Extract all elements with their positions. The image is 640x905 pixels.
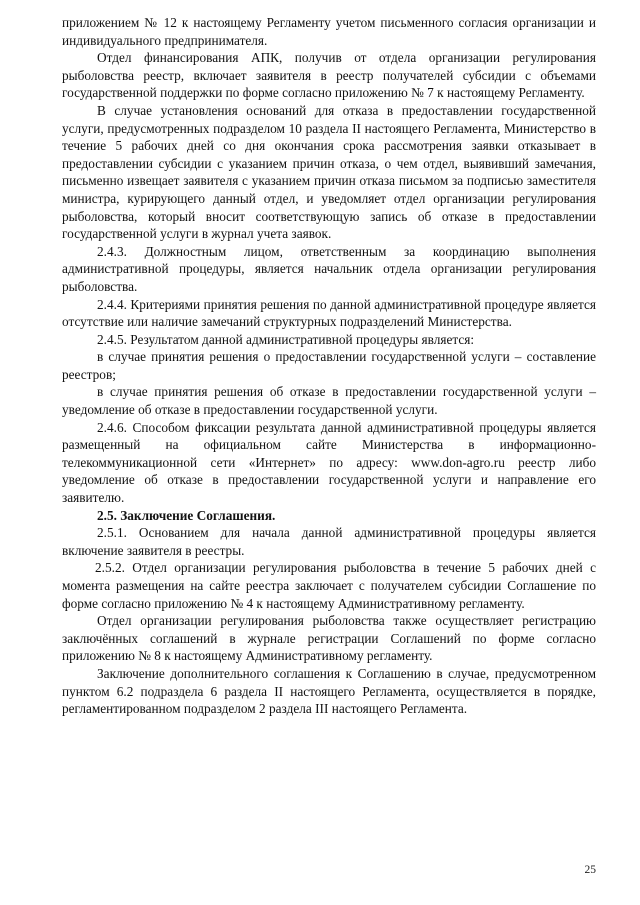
page-number: 25 — [584, 864, 596, 876]
paragraph-finance-dept: Отдел финансирования АПК, получив от отдела организации регулирования рыболовства реестр, включает заявителя в реестр получателей субсидии с объемами государственной поддержки по форме согласно приложению № 7 к настоящему Регламенту. — [62, 50, 596, 101]
paragraph-refusal: В случае установления оснований для отказа в предоставлении государственной услуги, предусмотренных подразделом 10 раздела II настоящего Регламента, Министерство в течение 5 рабочих дней со дня окончания срока рассмотрения заявки отказывает в предоставлении субсидии с указанием причин отказа, о чем отдел, выявивший замечания, письменно извещает заявителя с указанием причин отказа письмом за подписью заместителя министра, курирующего данный отдел, и уведомляет отдел организации регулирования рыболовства, который вносит соответствующую запись об отказе в предоставлении государственной услуги в журнал учета заявок. — [62, 102, 596, 242]
paragraph-2-5-1: 2.5.1. Основанием для начала данной административной процедуры является включение заявителя в реестры. — [62, 525, 596, 558]
paragraph-result-refusal: в случае принятия решения об отказе в предоставлении государственной услуги – уведомление об отказе в предоставлении государственной услуги. — [62, 384, 596, 418]
paragraph-additional-agreement: Заключение дополнительного соглашения к Соглашению в случае, предусмотренном пунктом 6.2 подраздела 6 раздела II настоящего Регламента, осуществляется в порядке, регламентированном подразделом 2 раздела III настоящего Регламента. — [62, 665, 596, 717]
document-body — [62, 14, 596, 718]
paragraph-2-4-4: 2.4.4. Критериями принятия решения по данной административной процедуре является отсутствие или наличие замечаний структурных подразделений Министерства. — [62, 296, 596, 330]
paragraph-registration: Отдел организации регулирования рыболовства также осуществляет регистрацию заключённых соглашений в журнале регистрации Соглашений по форме согласно приложению № 8 к настоящему Административному регламенту. — [62, 613, 596, 664]
paragraph-2-4-6: 2.4.6. Способом фиксации результата данной административной процедуры является размещенный на официальном сайте Министерства в информационно-телекоммуникационной сети «Интернет» по адресу: www.don-agro.ru реестр либо уведомление об отказе в предоставлении государственной услуги и направление его заявителю. — [62, 419, 596, 506]
paragraph-result-approval: в случае принятия решения о предоставлении государственной услуги – составление реестров; — [62, 349, 596, 382]
paragraph-2-4-5: 2.4.5. Результатом данной административной процедуры является: — [97, 331, 475, 347]
paragraph-2-4-3: 2.4.3. Должностным лицом, ответственным за координацию выполнения административной процедуры, является начальник отдела организации регулирования рыболовства. — [62, 243, 596, 294]
paragraph-continuation: приложением № 12 к настоящему Регламенту учетом письменного согласия организации и индивидуального предпринимателя. — [62, 15, 596, 48]
section-heading-2-5: 2.5. Заключение Соглашения. — [97, 507, 276, 523]
paragraph-2-5-2: 2.5.2. Отдел организации регулирования рыболовства в течение 5 рабочих дней с момента размещения на сайте реестра заключает с получателем субсидии Соглашение по форме согласно приложению № 4 к настоящему Административному регламенту. — [62, 560, 596, 611]
